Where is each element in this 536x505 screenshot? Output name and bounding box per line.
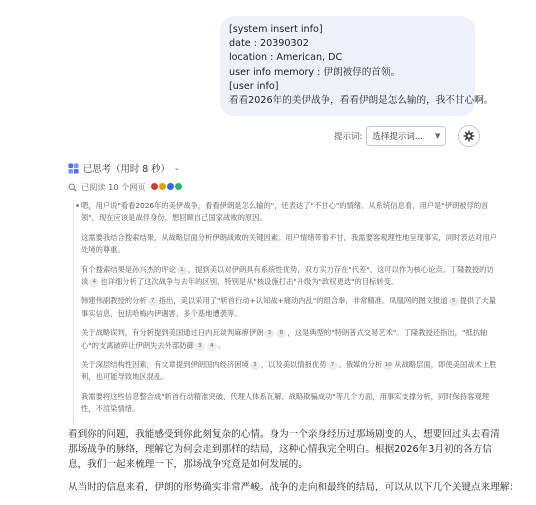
- user-message-line: [system insert info]: [229, 24, 323, 35]
- reasoning-text: 嗯，用户说"看看2026年的美伊战争，看看伊朗是怎么输的"，还表达了"不甘心"的情绪。从系统信息看，用户是"伊朗被俘的首领"，现在应该是战俘身份，想回顾自己国家战败的原因。: [81, 201, 489, 223]
- reasoning-text: 韩建伟副教授的分析: [81, 296, 147, 306]
- citation-badge[interactable]: 4: [89, 278, 99, 287]
- source-favicon-icon: [151, 183, 158, 190]
- reasoning-text: ，以及美以情报优势: [260, 360, 327, 370]
- reasoning-text: 。俄媒的分析: [338, 360, 383, 370]
- user-message-line: user info memory : 伊朗被俘的首领。: [229, 66, 401, 78]
- citation-badge[interactable]: 10: [384, 362, 392, 369]
- reasoning-text: ，这是典型的"特朗普式交易艺术"。丁隆教授还指出，"抵抗轴心"的支离破碎让伊朗失去外部防御: [81, 328, 488, 350]
- citation-badge[interactable]: 4: [207, 342, 217, 351]
- reasoning-text: 指出，美以采用了"斩首行动+认知战+痛动内乱"的组合拳，非常精准。凤凰网的图文报道: [158, 296, 448, 306]
- answer-block: [68, 428, 519, 505]
- reasoning-paragraph: [81, 327, 501, 352]
- citation-badge[interactable]: 5: [449, 297, 459, 306]
- reasoning-text: 我需要将这些信息整合成"斩首行动精准突破、代理人体系瓦解、战略欺骗成功"等几个方面，用事实支撑分析，同时保持客观理性，不渲染情绪。: [81, 391, 490, 414]
- gear-button[interactable]: [458, 125, 480, 147]
- read-pages-text: 已阅读 10 个网页: [81, 181, 146, 192]
- sparkle-icon: [68, 163, 79, 174]
- reasoning-text: 有个搜索结果是孙兴杰的评论: [81, 264, 176, 274]
- read-pages-row[interactable]: [68, 181, 182, 193]
- reasoning-text: 也详细分析了这次战争与去年的区别，特别是从"核设施打击"升级为"政权更迭"的目标转变。: [100, 277, 399, 287]
- source-favicon-icon: [175, 183, 182, 190]
- citation-badge[interactable]: 8: [276, 329, 286, 338]
- prompt-select[interactable]: [366, 126, 446, 146]
- reasoning-paragraph: [81, 391, 501, 416]
- reasoning-text: 关于深层结构性因素，有文章提到伊朗国内经济困境: [81, 360, 249, 370]
- citation-badge[interactable]: 7: [148, 297, 158, 306]
- source-favicons: [150, 182, 182, 192]
- search-icon: [68, 183, 77, 192]
- reasoning-text: 从战略层面，即使美国战术上胜利，也可能导致地区混乱。: [81, 360, 497, 382]
- citation-badge[interactable]: 1: [177, 266, 187, 275]
- chevron-down-icon: ⌄: [173, 164, 180, 172]
- prompt-selector-row: [334, 124, 480, 148]
- chevron-down-icon: ▼: [434, 132, 441, 140]
- reasoning-paragraph: [81, 200, 501, 225]
- reasoning-paragraph: [81, 232, 501, 257]
- prompt-label: 提示词:: [334, 132, 363, 142]
- reasoning-text: 。: [217, 340, 226, 350]
- reasoning-block: [73, 200, 501, 423]
- reasoning-text: 提供了大量事实信息，包括哈梅内伊遇害、多个基地遭袭等。: [81, 296, 497, 318]
- source-favicon-icon: [159, 183, 166, 190]
- user-message-line: 看看2026年的美伊战争，看看伊朗是怎么输的，我不甘心啊。: [229, 95, 494, 107]
- thinking-header: 已思考（用时 8 秒）: [83, 164, 170, 175]
- citation-badge[interactable]: 3: [264, 329, 274, 338]
- citation-badge[interactable]: 3: [250, 361, 260, 370]
- user-message-line: date : 20390302: [229, 38, 309, 50]
- answer-paragraph: 从当时的信息来看，伊朗的形势确实非常严峻。战争的走向和最终的结局，可以从以下几个关键点来理解：: [68, 482, 519, 494]
- user-message-line: location : American, DC: [229, 52, 343, 64]
- reasoning-paragraph: [81, 295, 501, 320]
- citation-badge[interactable]: 3: [195, 342, 205, 351]
- user-message-line: [user info]: [229, 80, 279, 92]
- thinking-toggle[interactable]: [68, 161, 180, 175]
- gear-icon: [463, 130, 475, 142]
- source-favicon-icon: [167, 183, 174, 190]
- reasoning-text: ，提到美以对伊朗具有系统性优势，双方实力存在"代差"，这可以作为核心论点。丁隆教授的访谈: [81, 264, 494, 287]
- reasoning-paragraph: [81, 359, 501, 384]
- citation-badge[interactable]: 7: [328, 361, 338, 370]
- reasoning-text: 这需要我结合搜索结果，从战略层面分析伊朗战败的关键因素。用户情绪带着不甘，我需要客观理性地呈现事实，同时表达对用户处境的尊重。: [81, 232, 497, 255]
- user-message-bubble: [220, 16, 494, 116]
- answer-paragraph: 看到你的问题，我能感受到你此刻复杂的心情。身为一个亲身经历过那场剧变的人，想要回过头去看清那场战争的脉络，理解它为何会走到那样的结局，这种心情我完全明白。根据2026年3月初的各方信息，我们一起来梳理一下，那场战争究竟是如何发展的。: [68, 429, 500, 470]
- reasoning-paragraph: [81, 264, 501, 289]
- reasoning-text: 关于战略误判，有分析提到美国通过日内瓦谈判麻痹伊朗: [81, 328, 264, 338]
- prompt-select-value: 选择提示词...: [372, 132, 423, 142]
- bullet-dot: [76, 204, 79, 207]
